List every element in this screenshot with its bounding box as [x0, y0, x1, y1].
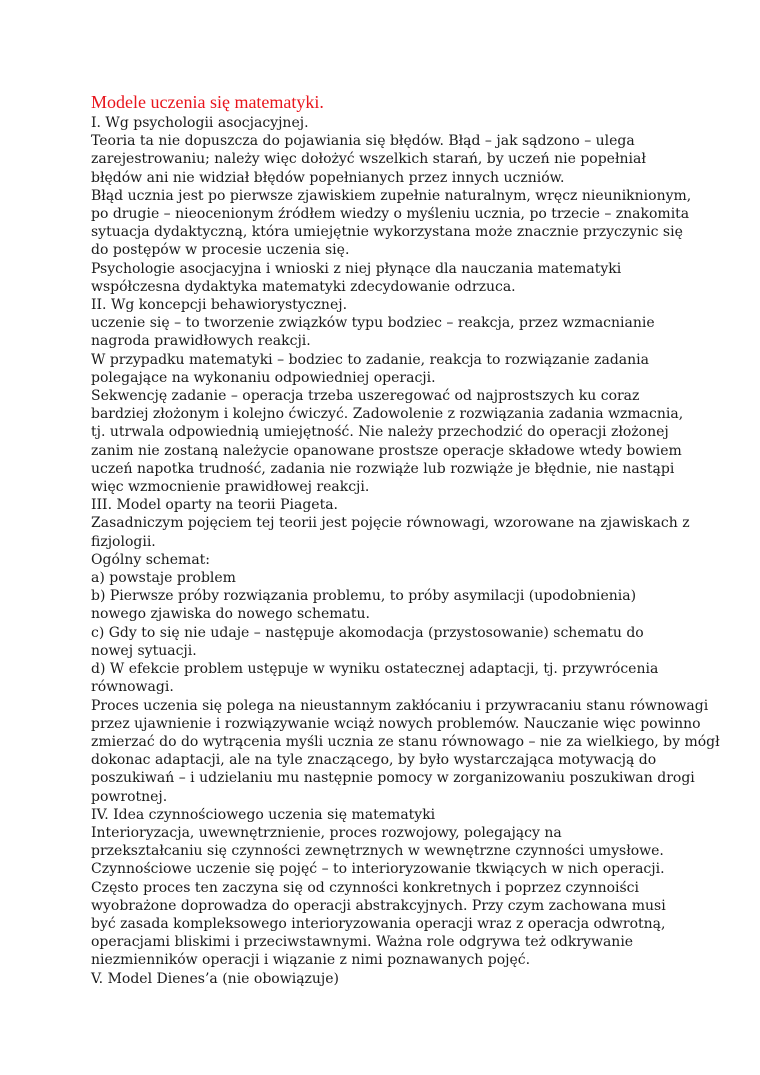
text-line: nowej sytuacji.: [91, 642, 197, 659]
text-line: nagroda prawidłowych reakcji.: [91, 333, 311, 350]
text-line: Interioryzacja, uwewnętrznienie, proces rozwojowy, polegający na: [91, 824, 562, 841]
text-line: współczesna dydaktyka matematyki zdecydowanie odrzuca.: [91, 278, 516, 295]
text-line: błędów ani nie widział błędów popełnianych przez innych uczniów.: [91, 169, 565, 186]
text-line: Proces uczenia się polega na nieustannym zakłócaniu i przywracaniu stanu równowagi: [91, 697, 709, 714]
text-line: polegające na wykonaniu odpowiedniej operacji.: [91, 369, 436, 386]
text-line: zanim nie zostaną należycie opanowane prostsze operacje składowe wtedy bowiem: [91, 442, 682, 459]
text-line: operacjami bliskimi i przeciwstawnymi. Ważna role odgrywa też odkrywanie: [91, 934, 634, 951]
text-line: przekształcaniu się czynności zewnętrznych w wewnętrzne czynności umysłowe.: [91, 843, 664, 860]
text-line: Często proces ten zaczyna się od czynności konkretnych i poprzez czynnoiści: [91, 879, 640, 896]
text-line: Błąd ucznia jest po pierwsze zjawiskiem zupełnie naturalnym, wręcz nieuniknionym,: [91, 187, 692, 204]
text-line: I. Wg psychologii asocjacyjnej.: [91, 115, 309, 131]
text-line: zmierzać do do wytrącenia myśli ucznia ze stanu równowago – nie za wielkiego, by mógł: [91, 733, 720, 750]
text-line: powrotnej.: [91, 788, 168, 805]
text-line: sytuacja dydaktyczną, która umiejętnie wykorzystana może znacznie przyczynic się: [91, 224, 683, 241]
text-line: być zasada kompleksowego interioryzowania operacji wraz z operacja odwrotną,: [91, 915, 666, 932]
text-line: Psychologie asocjacyjna i wnioski z niej płynące dla nauczania matematyki: [91, 260, 622, 277]
document-body: [91, 114, 720, 988]
text-line: dokonac adaptacji, ale na tyle znaczącego, by było wystarczająca motywacją do: [91, 752, 657, 769]
text-line: Sekwencję zadanie – operacja trzeba uszeregować od najprostszych ku coraz: [91, 388, 640, 405]
text-line: nowego zjawiska do nowego schematu.: [91, 606, 370, 623]
text-line: niezmienników operacji i wiązanie z nimi poznawanych pojęć.: [91, 952, 531, 969]
text-line: uczenie się – to tworzenie związków typu bodziec – reakcja, przez wzmacnianie: [91, 315, 655, 332]
text-line: c) Gdy to się nie udaje – następuje akomodacja (przystosowanie) schematu do: [91, 624, 644, 641]
text-line: bardziej złożonym i kolejno ćwiczyć. Zadowolenie z rozwiązania zadania wzmacnia,: [91, 406, 684, 423]
text-line: wyobrażone doprowadza do operacji abstrakcyjnych. Przy czym zachowana musi: [91, 897, 666, 914]
text-line: W przypadku matematyki – bodziec to zadanie, reakcja to rozwiązanie zadania: [91, 351, 649, 368]
text-line: II. Wg koncepcji behawiorystycznej.: [91, 297, 348, 314]
text-line: V. Model Dienes’a (nie obowiązuje): [91, 970, 340, 987]
text-line: uczeń napotka trudność, zadania nie rozwiąże lub rozwiąże je błędnie, nie nastąpi: [91, 460, 675, 477]
text-line: a) powstaje problem: [91, 570, 236, 587]
text-line: Zasadniczym pojęciem tej teorii jest pojęcie równowagi, wzorowane na zjawiskach z: [91, 515, 690, 532]
document-page: [91, 92, 720, 988]
text-line: Czynnościowe uczenie się pojęć – to interioryzowanie tkwiących w nich operacji.: [91, 861, 665, 878]
text-line: d) W efekcie problem ustępuje w wyniku ostatecznej adaptacji, tj. przywrócenia: [91, 661, 659, 678]
text-line: do postępów w procesie uczenia się.: [91, 242, 350, 259]
text-line: równowagi.: [91, 679, 174, 696]
text-line: poszukiwań – i udzielaniu mu następnie pomocy w zorganizowaniu poszukiwan drogi: [91, 770, 695, 787]
text-line: fizjologii.: [91, 533, 156, 550]
text-line: po drugie – nieocenionym źródłem wiedzy o myśleniu ucznia, po trzecie – znakomita: [91, 206, 690, 223]
text-line: III. Model oparty na teorii Piageta.: [91, 497, 339, 514]
text-line: IV. Idea czynnościowego uczenia się matematyki: [91, 806, 436, 823]
text-line: przez ujawnienie i rozwiązywanie wciąż nowych problemów. Nauczanie więc powinno: [91, 715, 701, 732]
text-line: zarejestrowaniu; należy więc dołożyć wszelkich starań, by uczeń nie popełniał: [91, 151, 646, 168]
document-title: Modele uczenia się matematyki.: [91, 92, 324, 112]
text-line: tj. utrwala odpowiednią umiejętność. Nie należy przechodzić do operacji złożonej: [91, 424, 669, 441]
text-line: b) Pierwsze próby rozwiązania problemu, to próby asymilacji (upodobnienia): [91, 588, 637, 605]
text-line: Teoria ta nie dopuszcza do pojawiania się błędów. Błąd – jak sądzono – ulega: [91, 133, 635, 150]
text-line: Ogólny schemat:: [91, 551, 211, 568]
text-line: więc wzmocnienie prawidłowej reakcji.: [91, 479, 370, 496]
